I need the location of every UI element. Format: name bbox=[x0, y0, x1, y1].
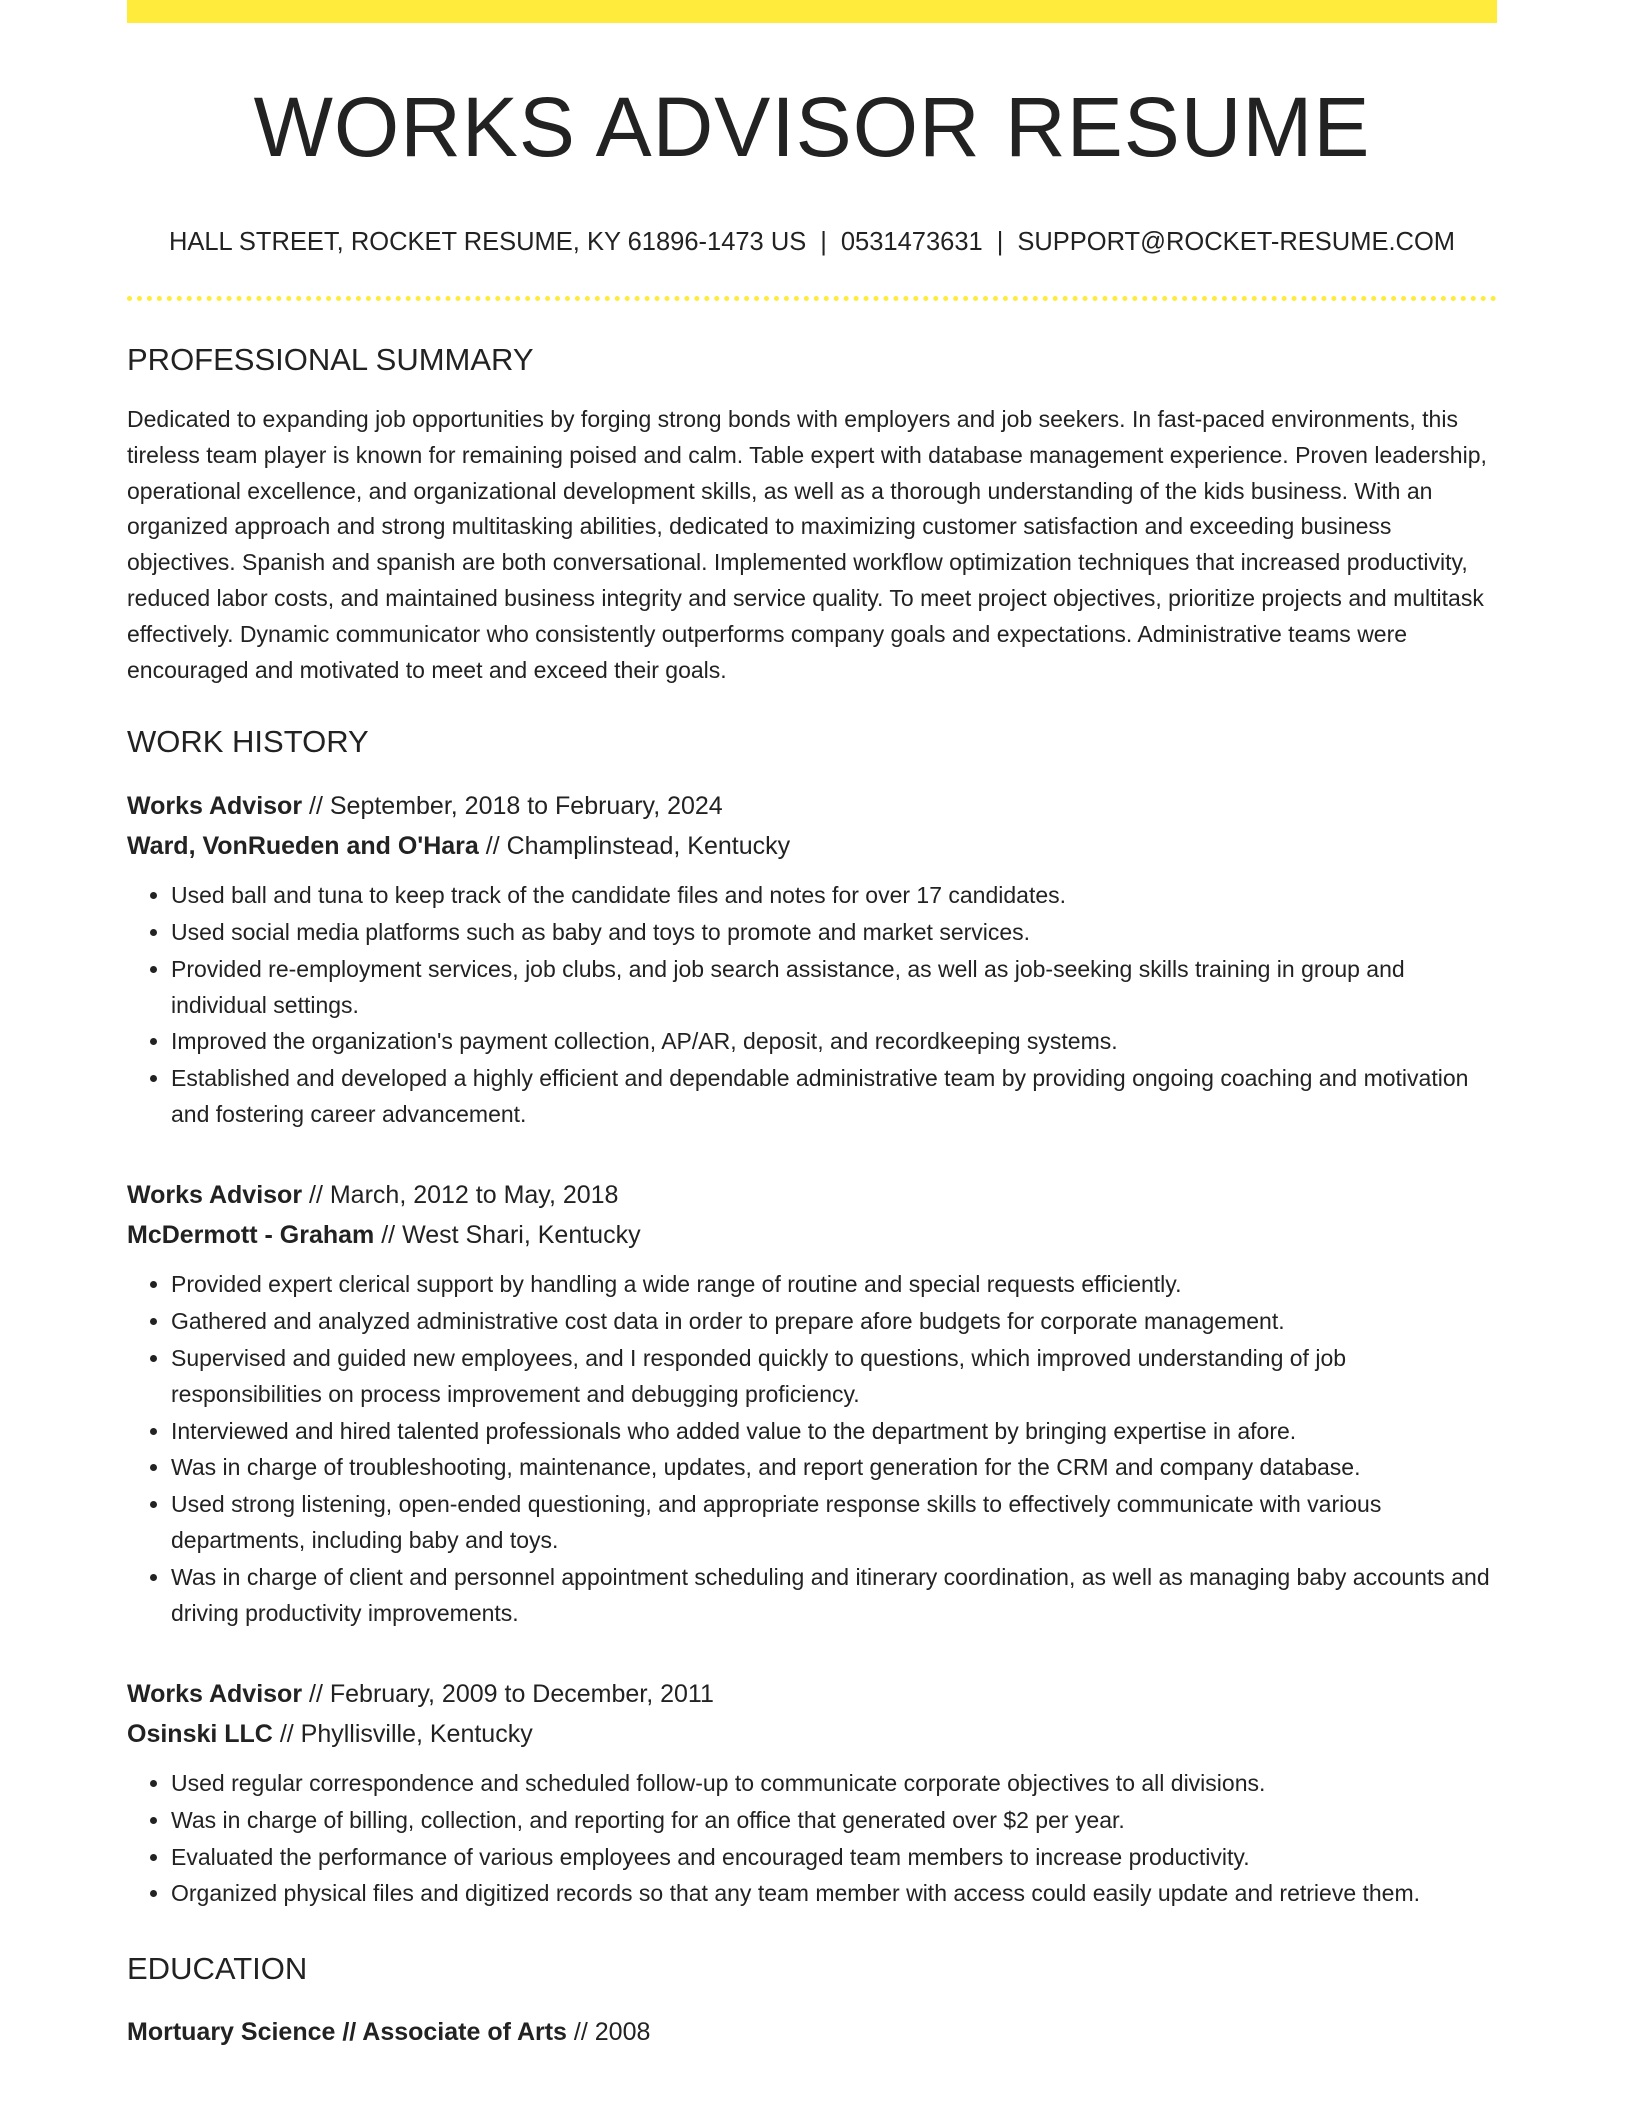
summary-text: Dedicated to expanding job opportunities by forging strong bonds with employers and job seekers. In fast-paced environments, this tireless team player is known for remaining poised and calm. Table expert with database management experience. Proven leadership, operational excellence, and organizational development skills, as well as a thorough understanding of the kids business. With an organized approach and strong multitasking abilities, dedicated to maximizing customer satisfaction and exceeding business objectives. Spanish and spanish are both conversational. Implemented workflow optimization techniques that increased productivity, reduced labor costs, and maintained business integrity and service quality. To meet project objectives, prioritize projects and multitask effectively. Dynamic communicator who consistently outperforms company goals and expectations. Administrative teams were encouraged and motivated to meet and exceed their goals. bbox=[127, 405, 1487, 683]
job-title-line bbox=[127, 786, 1497, 826]
job-company: Osinski LLC bbox=[127, 1719, 273, 1748]
job-title-line bbox=[127, 1674, 1497, 1714]
education-year: 2008 bbox=[594, 2017, 651, 2046]
job-bullet: • Was in charge of client and personnel appointment scheduling and itinerary coordination, as well as managing baby accounts and driving productivity improvements. bbox=[171, 1560, 1497, 1632]
education-divider: // bbox=[566, 2017, 595, 2046]
job-title: Works Advisor bbox=[127, 1181, 303, 1210]
job-title: Works Advisor bbox=[127, 791, 303, 820]
job-bullet: • Was in charge of troubleshooting, maintenance, updates, and report generation for the CRM and company database. bbox=[171, 1450, 1497, 1486]
job-dates: February, 2009 to December, 2011 bbox=[329, 1679, 714, 1708]
job-divider: // bbox=[302, 1181, 330, 1210]
top-accent-bar bbox=[127, 0, 1497, 23]
job-divider: // bbox=[302, 791, 330, 820]
job-bullet: • Improved the organization's payment collection, AP/AR, deposit, and recordkeeping systems. bbox=[171, 1024, 1497, 1060]
education-degree: Mortuary Science // Associate of Arts bbox=[127, 2017, 567, 2046]
contact-separator: | bbox=[996, 228, 1004, 256]
resume-title: WORKS ADVISOR RESUME bbox=[253, 80, 1371, 174]
contact-email: SUPPORT@ROCKET-RESUME.COM bbox=[1017, 228, 1456, 256]
job-entry bbox=[127, 786, 1497, 1133]
job-dates: September, 2018 to February, 2024 bbox=[329, 791, 723, 820]
job-bullet: • Organized physical files and digitized records so that any team member with access could easily update and retrieve them. bbox=[171, 1876, 1497, 1912]
job-location: West Shari, Kentucky bbox=[402, 1221, 641, 1250]
contact-address: HALL STREET, ROCKET RESUME, KY 61896-1473 US bbox=[168, 228, 807, 256]
contact-line bbox=[127, 227, 1497, 258]
job-bullet: • Used regular correspondence and scheduled follow-up to communicate corporate objectives to all divisions. bbox=[171, 1766, 1497, 1802]
work-history-section bbox=[127, 723, 1497, 1913]
job-location: Champlinstead, Kentucky bbox=[506, 831, 791, 860]
job-entry bbox=[127, 1674, 1497, 1913]
job-bullets bbox=[127, 878, 1497, 1133]
job-location: Phyllisville, Kentucky bbox=[300, 1719, 533, 1748]
job-bullet: • Provided re-employment services, job clubs, and job search assistance, as well as job-seeking skills training in group and individual settings. bbox=[171, 952, 1497, 1024]
job-company-line bbox=[127, 1714, 1497, 1754]
job-bullet: • Was in charge of billing, collection, and reporting for an office that generated over $2 per year. bbox=[171, 1803, 1497, 1839]
job-bullets bbox=[127, 1766, 1497, 1913]
job-bullets bbox=[127, 1267, 1497, 1632]
job-company: McDermott - Graham bbox=[127, 1221, 375, 1250]
resume-page bbox=[127, 0, 1497, 2052]
job-divider: // bbox=[302, 1679, 330, 1708]
dotted-divider bbox=[127, 296, 1497, 301]
education-heading: EDUCATION bbox=[127, 1951, 308, 1987]
job-title-line bbox=[127, 1175, 1497, 1215]
education-section bbox=[127, 1950, 1497, 2051]
job-dates: March, 2012 to May, 2018 bbox=[329, 1181, 619, 1210]
job-divider: // bbox=[272, 1719, 301, 1748]
job-bullet: • Used social media platforms such as baby and toys to promote and market services. bbox=[171, 915, 1497, 951]
job-title: Works Advisor bbox=[127, 1679, 303, 1708]
job-bullet: • Established and developed a highly efficient and dependable administrative team by providing ongoing coaching and motivation and fostering career advancement. bbox=[171, 1061, 1497, 1133]
job-bullet: • Interviewed and hired talented professionals who added value to the department by bringing expertise in afore. bbox=[171, 1414, 1497, 1450]
summary-section bbox=[127, 341, 1497, 689]
education-entry bbox=[127, 2012, 1497, 2052]
contact-separator: | bbox=[820, 228, 827, 256]
job-divider: // bbox=[478, 831, 507, 860]
job-bullet: • Gathered and analyzed administrative cost data in order to prepare afore budgets for corporate management. bbox=[171, 1304, 1497, 1340]
job-company-line bbox=[127, 826, 1497, 866]
job-company: Ward, VonRueden and O'Hara bbox=[127, 831, 479, 860]
job-bullet: • Evaluated the performance of various employees and encouraged team members to increase productivity. bbox=[171, 1840, 1497, 1876]
job-divider: // bbox=[374, 1221, 403, 1250]
job-bullet: • Supervised and guided new employees, and I responded quickly to questions, which improved understanding of job responsibilities on process improvement and debugging proficiency. bbox=[171, 1341, 1497, 1413]
job-bullet: • Used strong listening, open-ended questioning, and appropriate response skills to effectively communicate with various departments, including baby and toys. bbox=[171, 1487, 1497, 1559]
job-entry bbox=[127, 1175, 1497, 1632]
summary-heading: PROFESSIONAL SUMMARY bbox=[127, 341, 534, 377]
job-company-line bbox=[127, 1215, 1497, 1255]
contact-phone: 0531473631 bbox=[840, 228, 983, 256]
work-history-heading: WORK HISTORY bbox=[127, 723, 369, 759]
job-bullet: • Used ball and tuna to keep track of the candidate files and notes for over 17 candidates. bbox=[171, 878, 1497, 914]
job-bullet: • Provided expert clerical support by handling a wide range of routine and special requests efficiently. bbox=[171, 1267, 1497, 1303]
